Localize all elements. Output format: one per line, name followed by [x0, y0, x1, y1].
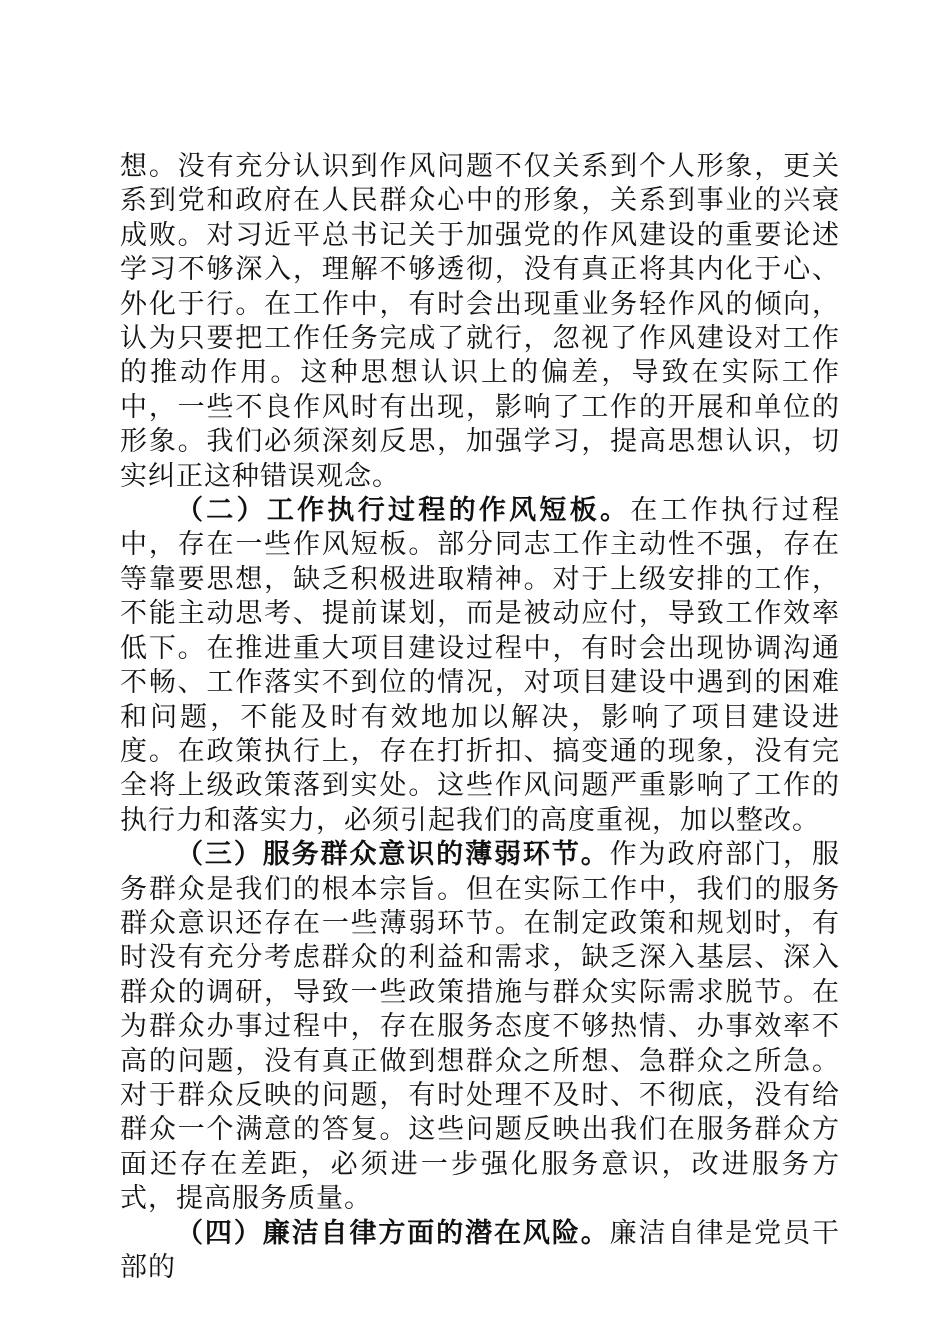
- paragraph-work-execution: [120, 494, 840, 838]
- section-heading: （四）廉洁自律方面的潜在风险。: [176, 1217, 610, 1249]
- paragraph-text: 在工作执行过程中，存在一些作风短板。部分同志工作主动性不强，存在等靠要思想，缺乏积极进取精神。对于上级安排的工作，不能主动思考、提前谋划，而是被动应付，导致工作效率低下。在推进重大项目建设过程中，有时会出现协调沟通不畅、工作落实不到位的情况，对项目建设中遇到的困难和问题，不能及时有效地加以解决，影响了项目建设进度。在政策执行上，存在打折扣、搞变通的现象，没有完全将上级政策落到实处。这些作风问题严重影响了工作的执行力和落实力，必须引起我们的高度重视，加以整改。: [120, 495, 841, 836]
- paragraph-integrity: [120, 1217, 840, 1286]
- section-heading: （三）服务群众意识的薄弱环节。: [176, 839, 610, 871]
- document-body: [120, 150, 840, 1285]
- paragraph-text: 想。没有充分认识到作风问题不仅关系到个人形象，更关系到党和政府在人民群众心中的形象，关系到事业的兴衰成败。对习近平总书记关于加强党的作风建设的重要论述学习不够深入，理解不够透彻，没有真正将其内化于心、外化于行。在工作中，有时会出现重业务轻作风的倾向，认为只要把工作任务完成了就行，忽视了作风建设对工作的推动作用。这种思想认识上的偏差，导致在实际工作中，一些不良作风时有出现，影响了工作的开展和单位的形象。我们必须深刻反思，加强学习，提高思想认识，切实纠正这种错误观念。: [120, 151, 840, 492]
- paragraph-continued: [120, 150, 840, 494]
- paragraph-serving-masses: [120, 838, 840, 1216]
- section-heading: （二）工作执行过程的作风短板。: [176, 495, 631, 527]
- paragraph-text: 廉洁自律是党员干部的: [120, 1217, 841, 1283]
- paragraph-text: 作为政府部门，服务群众是我们的根本宗旨。但在实际工作中，我们的服务群众意识还存在一些薄弱环节。在制定政策和规划时，有时没有充分考虑群众的利益和需求，缺乏深入基层、深入群众的调研，导致一些政策措施与群众实际需求脱节。在为群众办事过程中，存在服务态度不够热情、办事效率不高的问题，没有真正做到想群众之所想、急群众之所急。对于群众反映的问题，有时处理不及时、不彻底，没有给群众一个满意的答复。这些问题反映出我们在服务群众方面还存在差距，必须进一步强化服务意识，改进服务方式，提高服务质量。: [120, 839, 841, 1215]
